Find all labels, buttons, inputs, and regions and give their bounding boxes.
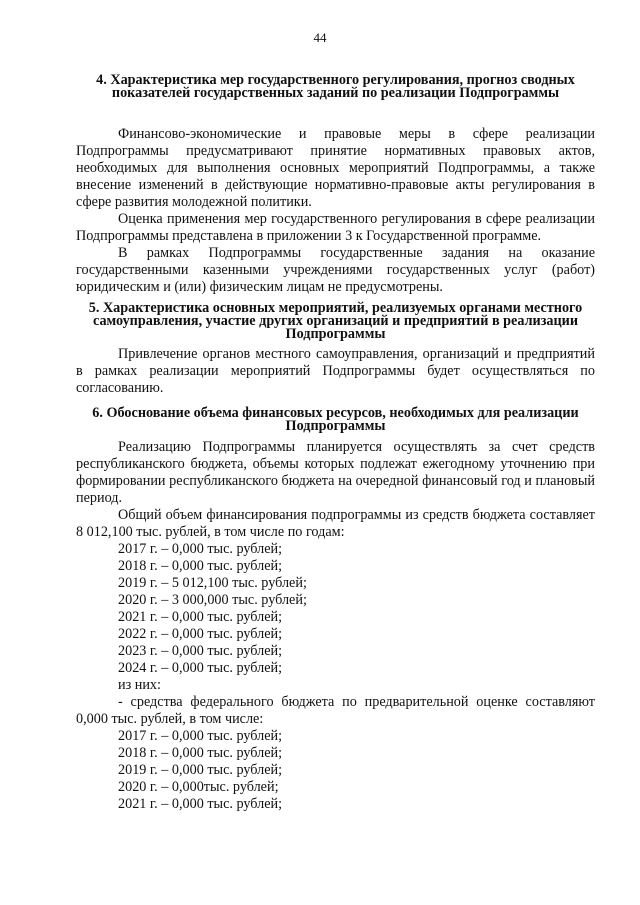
federal-funding-by-year-list [76, 728, 595, 813]
total-funding-2023: 2023 г. – 0,000 тыс. рублей; [118, 643, 283, 659]
federal-funding-2021: 2021 г. – 0,000 тыс. рублей; [118, 796, 283, 812]
federal-budget-paragraph: - средства федерального бюджета по предварительной оценке составляют 0,000 тыс. рублей, в том числе: [76, 694, 595, 727]
section-5-paragraph-1: Привлечение органов местного самоуправления, организаций и предприятий в рамках реализации мероприятий Подпрограммы будет осуществляться по согласованию. [76, 346, 595, 396]
section-4-paragraph-2: Оценка применения мер государственного регулирования в сфере реализации Подпрограммы представлена в приложении 3 к Государственной программе. [76, 211, 595, 244]
total-funding-2024: 2024 г. – 0,000 тыс. рублей; [118, 660, 283, 676]
total-funding-2021: 2021 г. – 0,000 тыс. рублей; [118, 609, 283, 625]
of-them-label: из них: [118, 677, 161, 693]
section-4-heading: 4. Характеристика мер государственного регулирования, прогноз сводных показателей государственных заданий по реализации Подпрограммы [96, 72, 575, 101]
federal-funding-2018: 2018 г. – 0,000 тыс. рублей; [118, 745, 283, 761]
section-6-heading: 6. Обоснование объема финансовых ресурсов, необходимых для реализации Подпрограммы [92, 405, 579, 434]
total-funding-2022: 2022 г. – 0,000 тыс. рублей; [118, 626, 283, 642]
total-funding-2020: 2020 г. – 3 000,000 тыс. рублей; [118, 592, 307, 608]
total-funding-by-year-list [76, 541, 595, 677]
section-6-paragraph-1: Реализацию Подпрограммы планируется осуществлять за счет средств республиканского бюджета, объемы которых подлежат ежегодному уточнению при формировании республиканского бюджета на очередной финансовый год и плановый период. [76, 439, 595, 506]
page-number: 44 [313, 30, 327, 45]
total-funding-2018: 2018 г. – 0,000 тыс. рублей; [118, 558, 283, 574]
federal-funding-2020: 2020 г. – 0,000тыс. рублей; [118, 779, 279, 795]
total-funding-2017: 2017 г. – 0,000 тыс. рублей; [118, 541, 283, 557]
section-4-paragraph-1: Финансово-экономические и правовые меры в сфере реализации Подпрограммы предусматривают принятие нормативных правовых актов, необходимых для выполнения основных мероприятий Подпрограммы, а также внесение изменений в действующие нормативно-правовые акты регулирования в сфере развития молодежной политики. [76, 126, 595, 210]
page-content [76, 74, 595, 813]
section-5-heading: 5. Характеристика основных мероприятий, реализуемых органами местного самоуправления, участие других организаций и предприятий в реализации Подпрограммы [88, 300, 583, 342]
section-6-paragraph-2: Общий объем финансирования подпрограммы из средств бюджета составляет 8 012,100 тыс. рублей, в том числе по годам: [76, 507, 595, 540]
federal-funding-2019: 2019 г. – 0,000 тыс. рублей; [118, 762, 283, 778]
federal-funding-2017: 2017 г. – 0,000 тыс. рублей; [118, 728, 283, 744]
section-4-paragraph-3: В рамках Подпрограммы государственные задания на оказание государственными казенными учреждениями государственных услуг (работ) юридическим и (или) физическим лицам не предусмотрены. [76, 245, 595, 295]
total-funding-2019: 2019 г. – 5 012,100 тыс. рублей; [118, 575, 307, 591]
